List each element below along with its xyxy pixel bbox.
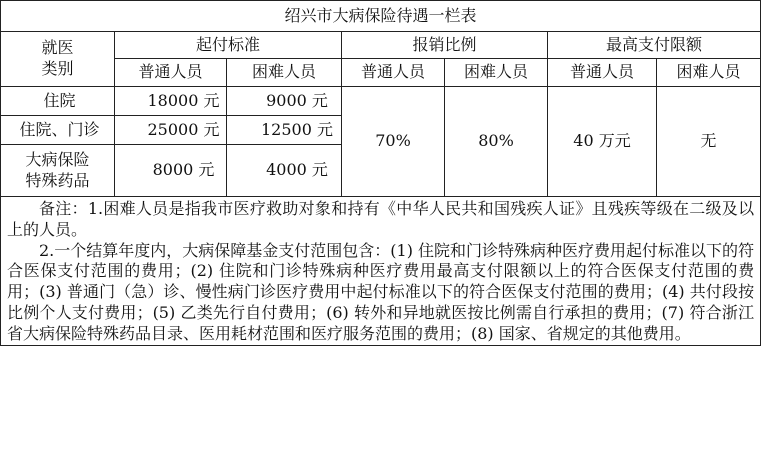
start-hardship-special-drugs: 4000 元 [227, 145, 342, 197]
reimburse-hardship-value: 80% [445, 87, 548, 197]
start-hardship-inpatient: 9000 元 [227, 87, 342, 116]
max-hardship-value: 无 [657, 87, 761, 197]
subheader-start-hardship: 困难人员 [227, 59, 342, 87]
row-label-special-drugs [1, 145, 115, 197]
row-label-inpatient-outpatient: 住院、门诊 [1, 116, 115, 145]
note-2: 2.一个结算年度内，大病保障基金支付范围包含：(1) 住院和门诊特殊病种医疗费用起付标准以下的符合医保支付范围的费用；(2) 住院和门诊特殊病种医疗费用最高支付限额以上的符合医保支付范围的费用；(3) 普通门（急）诊、慢性病门诊医疗费用中起付标准以下的符合医保支付范围的费用；(4) 共付段按比例个人支付费用；(5) 乙类先行自付费用；(6) 转外和异地就医按比例需自行承担的费用；(7) 符合浙江省大病保险特殊药品目录、医用耗材范围和医疗服务范围的费用；(8) 国家、省规定的其他费用。 [7, 240, 755, 343]
table-row [1, 87, 761, 116]
header-start-standard: 起付标准 [115, 32, 342, 59]
start-hardship-inpatient-outpatient: 12500 元 [227, 116, 342, 145]
table-title: 绍兴市大病保险待遇一栏表 [1, 1, 761, 32]
subheader-start-normal: 普通人员 [115, 59, 227, 87]
note-1: 备注：1.困难人员是指我市医疗救助对象和持有《中华人民共和国残疾人证》且残疾等级在二级及以上的人员。 [7, 199, 755, 239]
header-reimburse-ratio: 报销比例 [342, 32, 548, 59]
max-normal-value: 40 万元 [548, 87, 657, 197]
row-label-special-drugs-line1: 大病保险 [25, 149, 90, 169]
header-category-line2: 类别 [41, 59, 74, 78]
header-category [1, 32, 115, 87]
start-normal-special-drugs: 8000 元 [115, 145, 227, 197]
header-category-line1: 就医 [41, 38, 74, 58]
start-normal-inpatient-outpatient: 25000 元 [115, 116, 227, 145]
start-normal-inpatient: 18000 元 [115, 87, 227, 116]
subheader-reimburse-hardship: 困难人员 [445, 59, 548, 87]
notes-section [1, 197, 761, 346]
subheader-reimburse-normal: 普通人员 [342, 59, 445, 87]
row-label-special-drugs-line2: 特殊药品 [25, 170, 90, 190]
row-label-inpatient: 住院 [1, 87, 115, 116]
subheader-max-hardship: 困难人员 [657, 59, 761, 87]
subheader-max-normal: 普通人员 [548, 59, 657, 87]
reimburse-normal-value: 70% [342, 87, 445, 197]
header-max-payment: 最高支付限额 [548, 32, 761, 59]
